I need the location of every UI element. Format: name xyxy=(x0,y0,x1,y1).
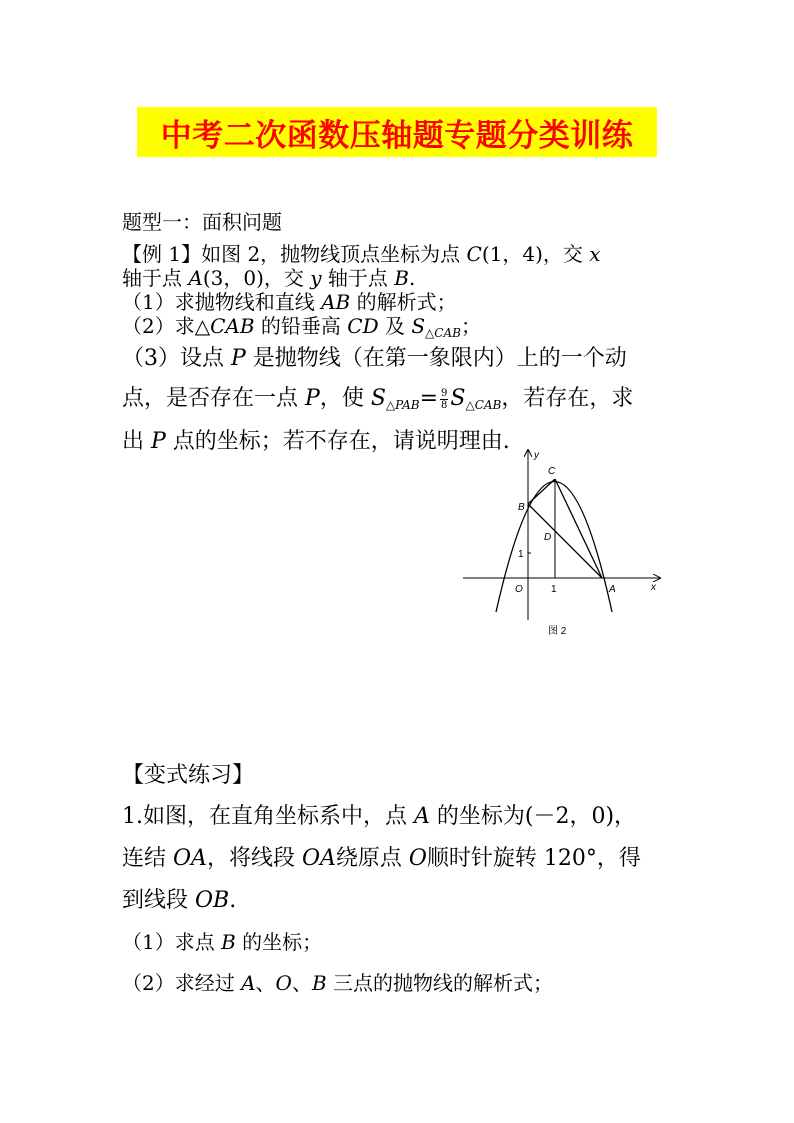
text: 、 xyxy=(255,971,276,995)
var-O: O xyxy=(275,971,292,995)
text: 到线段 xyxy=(122,888,195,913)
text: （1）求抛物线和直线 xyxy=(122,290,322,314)
var-C: C xyxy=(466,242,482,266)
text: （1）求点 xyxy=(122,930,222,954)
var-A: A xyxy=(241,971,256,995)
text: (3，0)，交 xyxy=(202,266,311,290)
text: 三点的抛物线的解析式； xyxy=(326,971,554,995)
var-AB: AB xyxy=(321,290,351,314)
text: 及 xyxy=(378,314,412,338)
variant-line-3 xyxy=(122,887,236,915)
var-A: A xyxy=(188,266,203,290)
text: 顺时针旋转 120°，得 xyxy=(426,846,641,871)
var-y: y xyxy=(310,266,322,290)
page-title: 中考二次函数压轴题专题分类训练 xyxy=(160,117,634,154)
var-P: P xyxy=(151,429,166,454)
var-P: P xyxy=(305,386,320,411)
text: （2）求△ xyxy=(122,314,211,338)
label-D: D xyxy=(544,532,552,543)
var-S: S xyxy=(450,386,466,411)
text: 轴于点 xyxy=(122,266,189,290)
var-OA: OA xyxy=(301,846,336,871)
text: ； xyxy=(460,314,481,338)
label-y: y xyxy=(534,450,539,461)
segment-BC xyxy=(528,479,555,504)
fraction-denominator: 8 xyxy=(441,399,448,411)
example-line-2 xyxy=(122,266,415,290)
label-C: C xyxy=(548,466,556,477)
var-S: S xyxy=(370,386,386,411)
var-B: B xyxy=(394,266,409,290)
question-1 xyxy=(122,290,457,314)
text: 出 xyxy=(122,429,151,454)
label-B: B xyxy=(518,502,525,513)
tick-label-x-1: 1 xyxy=(551,584,557,595)
text: 绕原点 xyxy=(335,846,409,871)
segment-CA xyxy=(555,479,602,578)
parabola-figure xyxy=(458,445,673,645)
text: ，使 xyxy=(319,386,371,411)
variant-question-2 xyxy=(122,971,553,995)
var-B: B xyxy=(311,971,327,995)
fraction xyxy=(440,388,448,411)
text: 、 xyxy=(291,971,312,995)
subscript: △CAB xyxy=(465,398,502,412)
variant-line-1 xyxy=(122,803,636,831)
figure-caption: 图 2 xyxy=(548,626,567,637)
equals: = xyxy=(419,386,439,411)
text: 的解析式； xyxy=(350,290,457,314)
text: 如图 2，抛物线顶点坐标为点 xyxy=(201,242,467,266)
text: ，将线段 xyxy=(206,846,302,871)
text: 点的坐标；若不存在，请说明理由. xyxy=(165,429,510,454)
question-2 xyxy=(122,314,481,345)
example-label: 【例 1】 xyxy=(122,242,202,266)
var-CD: CD xyxy=(347,314,379,338)
label-x: x xyxy=(651,582,656,593)
subscript: △PAB xyxy=(385,398,420,412)
text: (1，4)，交 xyxy=(481,242,590,266)
text: 是抛物线（在第一象限内）上的一个动 xyxy=(245,346,627,371)
variant-question-1 xyxy=(122,930,322,954)
var-OA: OA xyxy=(173,846,207,871)
text: 的铅垂高 xyxy=(254,314,348,338)
label-A: A xyxy=(609,584,616,595)
example-line-1 xyxy=(122,242,601,266)
text: 的坐标为(－2，0)， xyxy=(429,804,637,829)
var-O: O xyxy=(408,846,427,871)
text: （3）设点 xyxy=(122,346,231,371)
fraction-numerator: 9 xyxy=(441,387,448,399)
var-OB: OB xyxy=(195,888,230,913)
var-P: P xyxy=(231,346,246,371)
question-3-line-3 xyxy=(122,428,510,456)
section-heading: 题型一：面积问题 xyxy=(122,210,282,234)
subscript: △CAB xyxy=(425,326,461,340)
text: 轴于点 xyxy=(321,266,395,290)
segment-AB xyxy=(528,504,602,578)
text: . xyxy=(408,266,416,290)
var-CAB: CAB xyxy=(210,314,255,338)
question-3-line-1 xyxy=(122,345,627,373)
text: 的坐标； xyxy=(235,930,323,954)
var-S: S xyxy=(411,314,426,338)
var-B: B xyxy=(221,930,236,954)
variant-heading: 【变式练习】 xyxy=(122,763,255,788)
text: ，若存在，求 xyxy=(501,386,634,411)
variant-line-2 xyxy=(122,845,641,873)
title-banner xyxy=(137,107,657,157)
text: （2）求经过 xyxy=(122,971,242,995)
tick-label-y-1: 1 xyxy=(518,549,524,560)
var-x: x xyxy=(589,242,601,266)
text: 点，是否存在一点 xyxy=(122,386,305,411)
text: 1.如图，在直角坐标系中，点 xyxy=(122,804,414,829)
label-O: O xyxy=(515,584,523,595)
text: 连结 xyxy=(122,846,173,871)
text: . xyxy=(229,888,237,913)
question-3-line-2 xyxy=(122,385,633,419)
var-A: A xyxy=(413,804,430,829)
